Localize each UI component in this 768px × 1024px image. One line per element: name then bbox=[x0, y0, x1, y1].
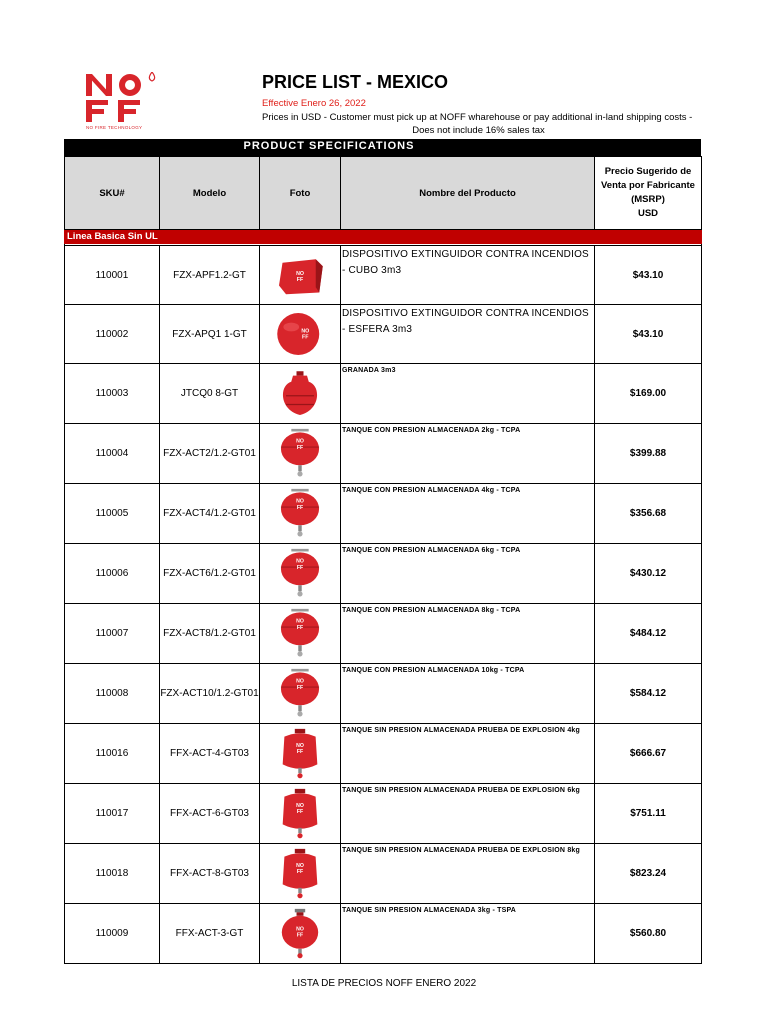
cell-sku: 110018 bbox=[65, 844, 160, 904]
cell-photo bbox=[260, 484, 341, 544]
cell-model: FZX-ACT8/1.2-GT01 bbox=[160, 604, 260, 664]
section-title: Linea Basica Sin UL bbox=[65, 230, 702, 244]
cell-photo bbox=[260, 424, 341, 484]
spherical-tank-icon bbox=[260, 908, 340, 960]
cell-sku: 110003 bbox=[65, 364, 160, 424]
cell-product-name: TANQUE CON PRESION ALMACENADA 2kg - TCPA bbox=[341, 424, 595, 484]
cell-sku: 110017 bbox=[65, 784, 160, 844]
effective-date: Effective Enero 26, 2022 bbox=[262, 98, 366, 109]
svg-text:NO: NO bbox=[296, 438, 304, 445]
cell-product-name: TANQUE SIN PRESION ALMACENADA PRUEBA DE EXPLOSION 6kg bbox=[341, 784, 595, 844]
sphere-extinguisher-icon bbox=[260, 309, 340, 359]
svg-text:NO: NO bbox=[296, 862, 304, 869]
cell-price: $43.10 bbox=[595, 305, 702, 364]
product-specifications-label: PRODUCT SPECIFICATIONS bbox=[243, 140, 415, 152]
grenade-extinguisher-icon bbox=[260, 369, 340, 419]
table-row bbox=[65, 305, 702, 364]
table-row bbox=[65, 664, 702, 724]
explosion-proof-tank-icon bbox=[260, 848, 340, 900]
cell-sku: 110005 bbox=[65, 484, 160, 544]
pressure-tank-icon bbox=[260, 548, 340, 600]
explosion-proof-tank-icon bbox=[260, 788, 340, 840]
svg-text:FF: FF bbox=[302, 334, 309, 341]
prices-note bbox=[262, 111, 707, 137]
cell-product-name: TANQUE CON PRESION ALMACENADA 8kg - TCPA bbox=[341, 604, 595, 664]
svg-text:NO: NO bbox=[296, 498, 304, 505]
msrp-line-1: Precio Sugerido de bbox=[604, 166, 692, 177]
price-table bbox=[64, 156, 702, 964]
cell-sku: 110001 bbox=[65, 246, 160, 305]
table-header-row bbox=[65, 157, 702, 230]
table-row bbox=[65, 364, 702, 424]
msrp-line-2: Venta por Fabricante bbox=[601, 180, 695, 191]
pressure-tank-icon bbox=[260, 428, 340, 480]
cell-price: $584.12 bbox=[595, 664, 702, 724]
cell-sku: 110007 bbox=[65, 604, 160, 664]
svg-text:FF: FF bbox=[296, 444, 304, 451]
cell-photo bbox=[260, 904, 341, 964]
table-row bbox=[65, 844, 702, 904]
svg-text:NO: NO bbox=[296, 618, 304, 625]
cell-price: $43.10 bbox=[595, 246, 702, 305]
svg-text:FF: FF bbox=[296, 277, 304, 284]
svg-text:FF: FF bbox=[296, 624, 304, 631]
cell-product-name: GRANADA 3m3 bbox=[341, 364, 595, 424]
svg-text:NO: NO bbox=[301, 328, 310, 335]
column-header-product-name: Nombre del Producto bbox=[341, 157, 595, 230]
pressure-tank-icon bbox=[260, 608, 340, 660]
svg-text:NO: NO bbox=[296, 558, 304, 565]
explosion-proof-tank-icon bbox=[260, 728, 340, 780]
msrp-line-4: USD bbox=[637, 208, 659, 219]
prices-note-line-2: Does not include 16% sales tax bbox=[412, 125, 545, 136]
column-header-model: Modelo bbox=[160, 157, 260, 230]
cell-sku: 110009 bbox=[65, 904, 160, 964]
cell-photo bbox=[260, 305, 341, 364]
cell-model: FZX-ACT2/1.2-GT01 bbox=[160, 424, 260, 484]
cell-product-name: DISPOSITIVO EXTINGUIDOR CONTRA INCENDIOS - ESFERA 3m3 bbox=[341, 305, 595, 364]
cell-product-name: DISPOSITIVO EXTINGUIDOR CONTRA INCENDIOS - CUBO 3m3 bbox=[341, 246, 595, 305]
column-header-photo: Foto bbox=[260, 157, 341, 230]
cell-price: $169.00 bbox=[595, 364, 702, 424]
page-title: PRICE LIST - MEXICO bbox=[262, 72, 449, 92]
cell-photo bbox=[260, 544, 341, 604]
cell-product-name: TANQUE CON PRESION ALMACENADA 6kg - TCPA bbox=[341, 544, 595, 604]
page-footer: LISTA DE PRECIOS NOFF ENERO 2022 bbox=[291, 978, 477, 989]
cell-price: $666.67 bbox=[595, 724, 702, 784]
table-row bbox=[65, 604, 702, 664]
msrp-line-3: (MSRP) bbox=[631, 194, 665, 205]
cell-model: FZX-ACT10/1.2-GT01 bbox=[160, 664, 260, 724]
cell-photo bbox=[260, 246, 341, 305]
svg-text:FF: FF bbox=[296, 504, 304, 511]
table-row bbox=[65, 784, 702, 844]
table-row bbox=[65, 484, 702, 544]
logo-tagline: NO FIRE TECHNOLOGY bbox=[86, 125, 143, 130]
cell-price: $560.80 bbox=[595, 904, 702, 964]
table-row bbox=[65, 544, 702, 604]
cell-photo bbox=[260, 784, 341, 844]
svg-text:NO: NO bbox=[296, 926, 304, 933]
svg-text:NO: NO bbox=[296, 742, 304, 749]
svg-text:NO: NO bbox=[296, 271, 304, 277]
cell-photo bbox=[260, 724, 341, 784]
cell-model: FZX-APF1.2-GT bbox=[160, 246, 260, 305]
cell-model: FZX-ACT6/1.2-GT01 bbox=[160, 544, 260, 604]
cube-extinguisher-icon bbox=[260, 250, 340, 300]
svg-text:FF: FF bbox=[296, 808, 304, 815]
svg-text:FF: FF bbox=[296, 564, 304, 571]
cell-price: $484.12 bbox=[595, 604, 702, 664]
table-row bbox=[65, 424, 702, 484]
cell-model: JTCQ0 8-GT bbox=[160, 364, 260, 424]
cell-photo bbox=[260, 364, 341, 424]
cell-sku: 110016 bbox=[65, 724, 160, 784]
cell-model: FFX-ACT-8-GT03 bbox=[160, 844, 260, 904]
cell-model: FZX-APQ1 1-GT bbox=[160, 305, 260, 364]
column-header-msrp bbox=[595, 157, 702, 230]
svg-text:FF: FF bbox=[296, 932, 304, 939]
noff-logo-icon bbox=[82, 72, 162, 128]
cell-model: FFX-ACT-3-GT bbox=[160, 904, 260, 964]
section-row bbox=[65, 230, 702, 244]
cell-sku: 110004 bbox=[65, 424, 160, 484]
cell-photo bbox=[260, 844, 341, 904]
cell-price: $823.24 bbox=[595, 844, 702, 904]
svg-text:NO: NO bbox=[296, 802, 304, 809]
cell-product-name: TANQUE CON PRESION ALMACENADA 10kg - TCPA bbox=[341, 664, 595, 724]
cell-photo bbox=[260, 664, 341, 724]
column-header-sku: SKU# bbox=[65, 157, 160, 230]
cell-product-name: TANQUE SIN PRESION ALMACENADA PRUEBA DE EXPLOSION 8kg bbox=[341, 844, 595, 904]
prices-note-line-1: Prices in USD - Customer must pick up at NOFF wharehouse or pay additional in-land shipping costs - bbox=[262, 112, 693, 123]
cell-model: FFX-ACT-6-GT03 bbox=[160, 784, 260, 844]
cell-photo bbox=[260, 604, 341, 664]
cell-sku: 110002 bbox=[65, 305, 160, 364]
svg-text:NO: NO bbox=[296, 678, 304, 685]
table-row bbox=[65, 724, 702, 784]
svg-text:FF: FF bbox=[296, 868, 304, 875]
cell-price: $751.11 bbox=[595, 784, 702, 844]
cell-model: FZX-ACT4/1.2-GT01 bbox=[160, 484, 260, 544]
cell-product-name: TANQUE CON PRESION ALMACENADA 4kg - TCPA bbox=[341, 484, 595, 544]
cell-product-name: TANQUE SIN PRESION ALMACENADA PRUEBA DE EXPLOSION 4kg bbox=[341, 724, 595, 784]
cell-price: $399.88 bbox=[595, 424, 702, 484]
table-row bbox=[65, 904, 702, 964]
pressure-tank-icon bbox=[260, 668, 340, 720]
svg-text:FF: FF bbox=[296, 748, 304, 755]
product-specifications-bar bbox=[64, 139, 701, 156]
svg-text:FF: FF bbox=[296, 684, 304, 691]
cell-price: $430.12 bbox=[595, 544, 702, 604]
cell-product-name: TANQUE SIN PRESION ALMACENADA 3kg - TSPA bbox=[341, 904, 595, 964]
table-row bbox=[65, 246, 702, 305]
cell-model: FFX-ACT-4-GT03 bbox=[160, 724, 260, 784]
cell-price: $356.68 bbox=[595, 484, 702, 544]
cell-sku: 110006 bbox=[65, 544, 160, 604]
cell-sku: 110008 bbox=[65, 664, 160, 724]
pressure-tank-icon bbox=[260, 488, 340, 540]
